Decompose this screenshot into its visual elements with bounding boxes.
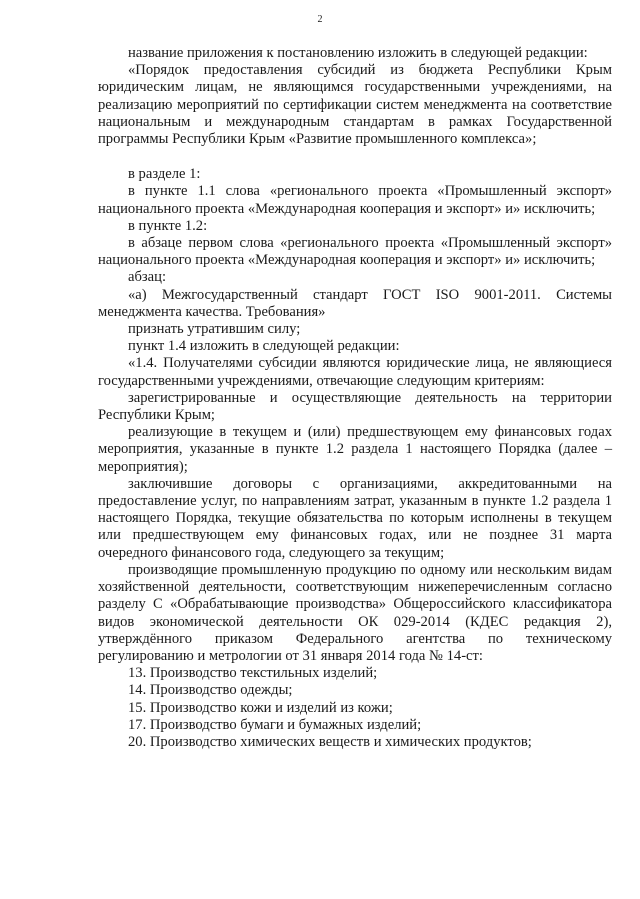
- paragraph-7: абзац:: [128, 269, 167, 286]
- paragraph-8: «а) Межгосударственный стандарт ГОСТ ISO 9001-2011. Системы менеджмента качества. Требования»: [98, 286, 612, 320]
- paragraph-12: зарегистрированные и осуществляющие деятельность на территории Республики Крым;: [98, 389, 612, 424]
- list-item-14: 14. Производство одежды;: [128, 682, 293, 699]
- paragraph-9: признать утратившим силу;: [128, 321, 301, 338]
- paragraph-gap: [98, 148, 612, 166]
- paragraph-1: название приложения к постановлению изложить в следующей редакции:: [128, 45, 588, 61]
- document-body: [98, 45, 612, 751]
- paragraph-5: в пункте 1.2:: [128, 217, 208, 234]
- paragraph-15: производящие промышленную продукцию по одному или нескольким видам хозяйственной деятельности, соответствующим нижеперечисленным согласно разделу С «Обрабатывающие производства» Общероссийского классификатора видов экономической деятельности ОК 029-2014 (КДЕС редакция 2), утверждённого приказом Федерального агентства по техническому регулированию и метрологии от 31 января 2014 года № 14-ст:: [98, 561, 612, 664]
- paragraph-4: в пункте 1.1 слова «регионального проекта «Промышленный экспорт» национального проекта «Международная кооперация и экспорт» и» исключить;: [98, 183, 612, 217]
- paragraph-10: пункт 1.4 изложить в следующей редакции:: [128, 338, 400, 355]
- list-item-13: 13. Производство текстильных изделий;: [128, 665, 378, 682]
- paragraph-2: «Порядок предоставления субсидий из бюджета Республики Крым юридическим лицам, не являющимся государственными учреждениями, на реализацию мероприятий по сертификации систем менеджмента на соответствие национальным и международным стандартам в рамках Государственной программы Республики Крым «Развитие промышленного комплекса»;: [98, 62, 612, 148]
- paragraph-13: реализующие в текущем и (или) предшествующем ему финансовых годах мероприятия, указанные в пункте 1.2 раздела 1 настоящего Порядка (далее – мероприятия);: [98, 424, 612, 475]
- list-item-15: 15. Производство кожи и изделий из кожи;: [128, 699, 393, 716]
- list-item-20: 20. Производство химических веществ и химических продуктов;: [128, 733, 532, 750]
- paragraph-3: в разделе 1:: [128, 166, 201, 183]
- paragraph-11: «1.4. Получателями субсидии являются юридические лица, не являющиеся государственными учреждениями, отвечающие следующим критериям:: [98, 355, 612, 389]
- paragraph-6: в абзаце первом слова «регионального проекта «Промышленный экспорт» национального проекта «Международная кооперация и экспорт» и» исключить;: [98, 235, 612, 269]
- page-number: 2: [317, 14, 323, 25]
- list-item-17: 17. Производство бумаги и бумажных изделий;: [128, 716, 422, 733]
- paragraph-14: заключившие договоры с организациями, аккредитованными на предоставление услуг, по направлениям затрат, указанным в пункте 1.2 раздела 1 настоящего Порядка, текущие обязательства по которым исполнены в текущем или предшествующем ему финансовых годах, или не позднее 31 марта очередного финансового года, следующего за текущим;: [98, 475, 612, 561]
